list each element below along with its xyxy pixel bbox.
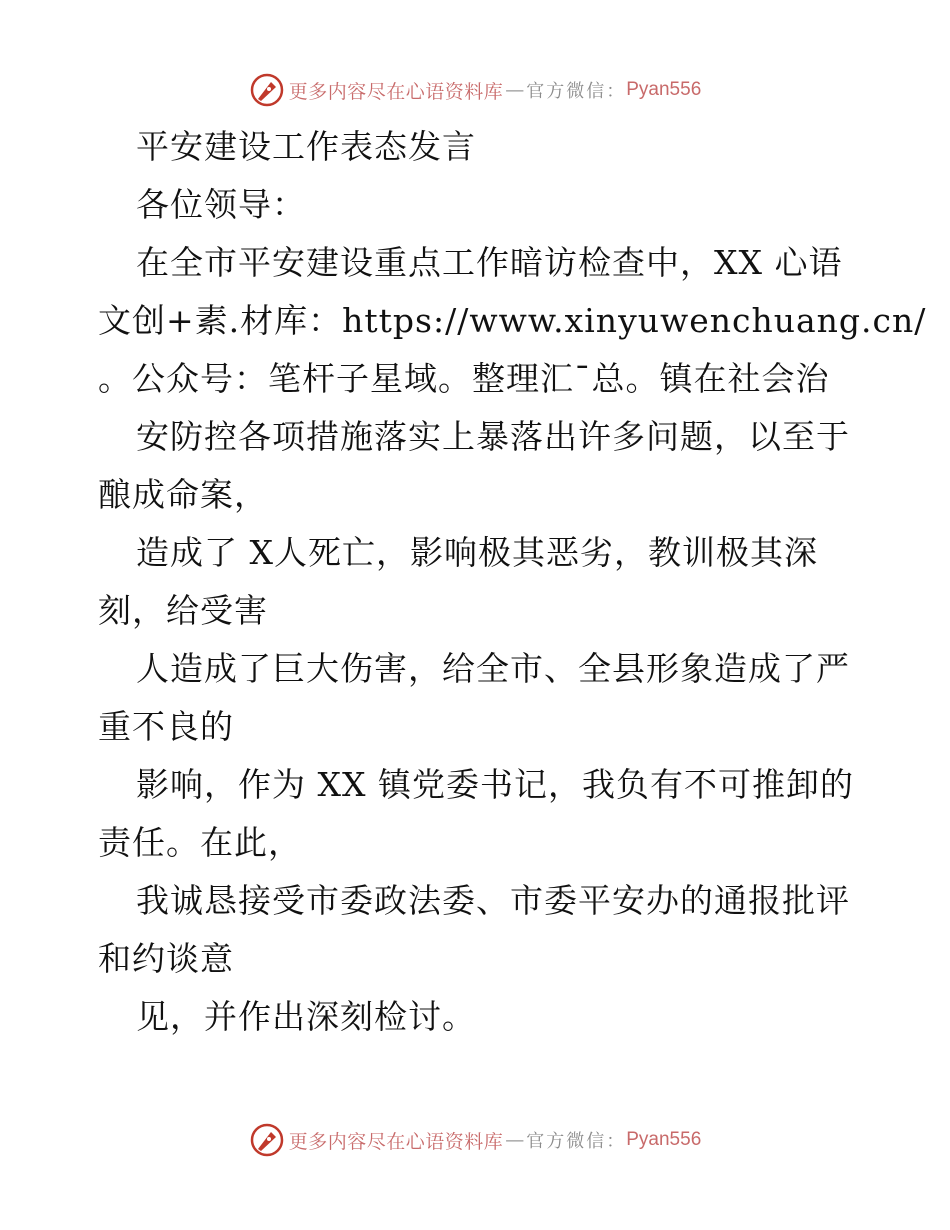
paragraph-line: 和约谈意: [98, 939, 234, 978]
document-title: 平安建设工作表态发言: [136, 127, 476, 166]
banner-wechat-label: 官方微信：: [526, 81, 627, 102]
paragraph-line: 在全市平安建设重点工作暗访检查中，XX 心语: [136, 243, 843, 282]
banner-main-text: 更多内容尽在心语资料库: [288, 80, 504, 103]
paragraph-line: 重不良的: [98, 707, 234, 746]
pen-nib-logo-icon: [249, 1122, 285, 1158]
banner-wechat-label: 官方微信：: [526, 1131, 627, 1152]
paragraph-line: 文创+素.材库：https://www.xinyuwenchuang.cn/: [98, 301, 927, 340]
paragraph-line: 影响，作为 XX 镇党委书记，我负有不可推卸的: [136, 765, 854, 804]
paragraph-line: 安防控各项措施落实上暴落出许多问题，以至于: [136, 417, 850, 456]
paragraph-line: 责任。在此，: [98, 823, 302, 862]
salutation: 各位领导：: [136, 185, 306, 224]
banner-dash: —: [505, 79, 525, 101]
paragraph-line: 我诚恳接受市委政法委、市委平安办的通报批评: [136, 881, 850, 920]
banner-main-text: 更多内容尽在心语资料库: [288, 1130, 504, 1153]
pen-nib-logo-icon: [249, 72, 285, 108]
footer-watermark-banner: [0, 1118, 950, 1162]
banner-wechat-id: Pyan556: [626, 1129, 702, 1150]
banner-dash: —: [505, 1129, 525, 1151]
paragraph-line: 人造成了巨大伤害，给全市、全县形象造成了严: [136, 649, 850, 688]
paragraph-line: 见，并作出深刻检讨。: [136, 997, 476, 1036]
paragraph-line: 造成了 X人死亡，影响极其恶劣，教训极其深: [136, 533, 818, 572]
header-watermark-banner: [0, 68, 950, 112]
paragraph-line: 。公众号：笔杆子星域。整理汇¯总。镇在社会治: [98, 359, 830, 398]
document-body: [98, 118, 927, 1046]
paragraph-line: 酿成命案，: [98, 475, 268, 514]
paragraph-line: 刻，给受害: [98, 591, 268, 630]
banner-wechat-id: Pyan556: [626, 79, 702, 100]
